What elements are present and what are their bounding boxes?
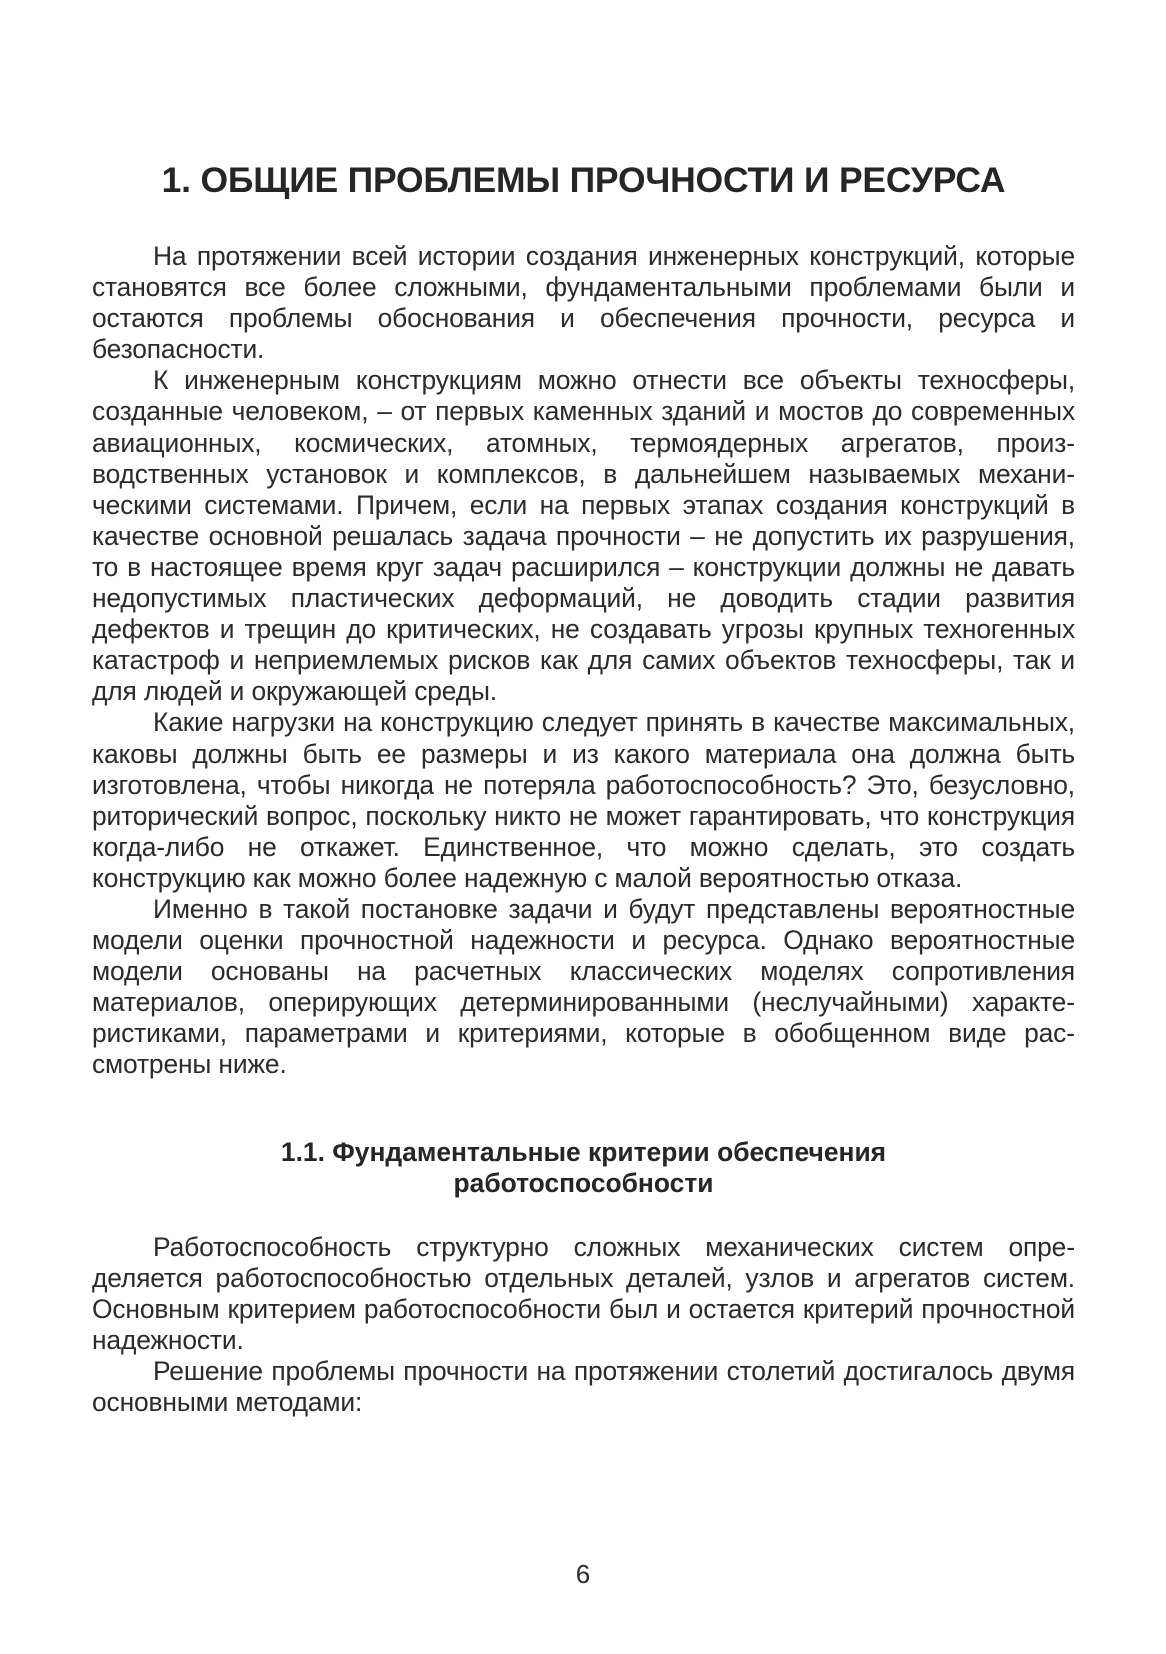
paragraph: Именно в такой постановке задачи и будут представлены вероятностные модели оценки прочностной надежности и ресурса. Однако вероятностные модели основаны на расчетных классических моделях сопротивления материалов, оперирующих детерминированными (неслучайными) характеристиками, параметрами и критериями, которые в обобщенном виде рассмотрены ниже. — [92, 893, 1075, 1080]
paragraph: Решение проблемы прочности на протяжении столетий достигалось двумя основными методами: — [92, 1356, 1075, 1418]
section-heading-line-1: 1.1. Фундаментальные критерии обеспечения — [280, 1137, 887, 1167]
paragraph: Работоспособность структурно сложных механических систем определяется работоспособностью отдельных деталей, узлов и агрегатов систем. Основным критерием работоспособности был и остается критерий прочностной надежности. — [92, 1232, 1075, 1356]
chapter-body — [92, 241, 1075, 1081]
section-heading-line-2: работоспособности — [453, 1168, 714, 1198]
page-number: 6 — [575, 1559, 591, 1589]
paragraph: Какие нагрузки на конструкцию следует принять в качестве максимальных, каковы должны быть ее размеры и из какого материала она должна быть изготовлена, чтобы никогда не потеряла работоспособность? Это, безусловно, риторический вопрос, поскольку никто не может гарантировать, что конструкция когда-либо не откажет. Единственное, что можно сделать, это создать конструкцию как можно более надежную с малой вероятностью отказа. — [92, 707, 1075, 893]
section-body — [92, 1232, 1075, 1419]
chapter-title: 1. ОБЩИЕ ПРОБЛЕМЫ ПРОЧНОСТИ И РЕСУРСА — [161, 160, 1006, 200]
paragraph: К инженерным конструкциям можно отнести все объекты техносферы, созданные человеком, – от первых каменных зданий и мостов до современных авиационных, космических, атомных, термоядерных агрегатов, производственных установок и комплексов, в дальнейшем называемых механическими системами. Причем, если на первых этапах создания конструкций в качестве основной решалась задача прочности – не допустить их разрушения, то в настоящее время круг задач расширился – конструкции должны не давать недопустимых пластических деформаций, не доводить стадии развития дефектов и трещин до критических, не создавать угрозы крупных техногенных катастроф и неприемлемых рисков как для самих объектов техносферы, так и для людей и окружающей среды. — [92, 365, 1075, 707]
section-heading — [92, 1137, 1075, 1199]
paragraph: На протяжении всей истории создания инженерных конструкций, которые становятся все более сложными, фундаментальными проблемами были и остаются проблемы обоснования и обеспечения прочности, ресурса и безопасности. — [92, 241, 1075, 365]
